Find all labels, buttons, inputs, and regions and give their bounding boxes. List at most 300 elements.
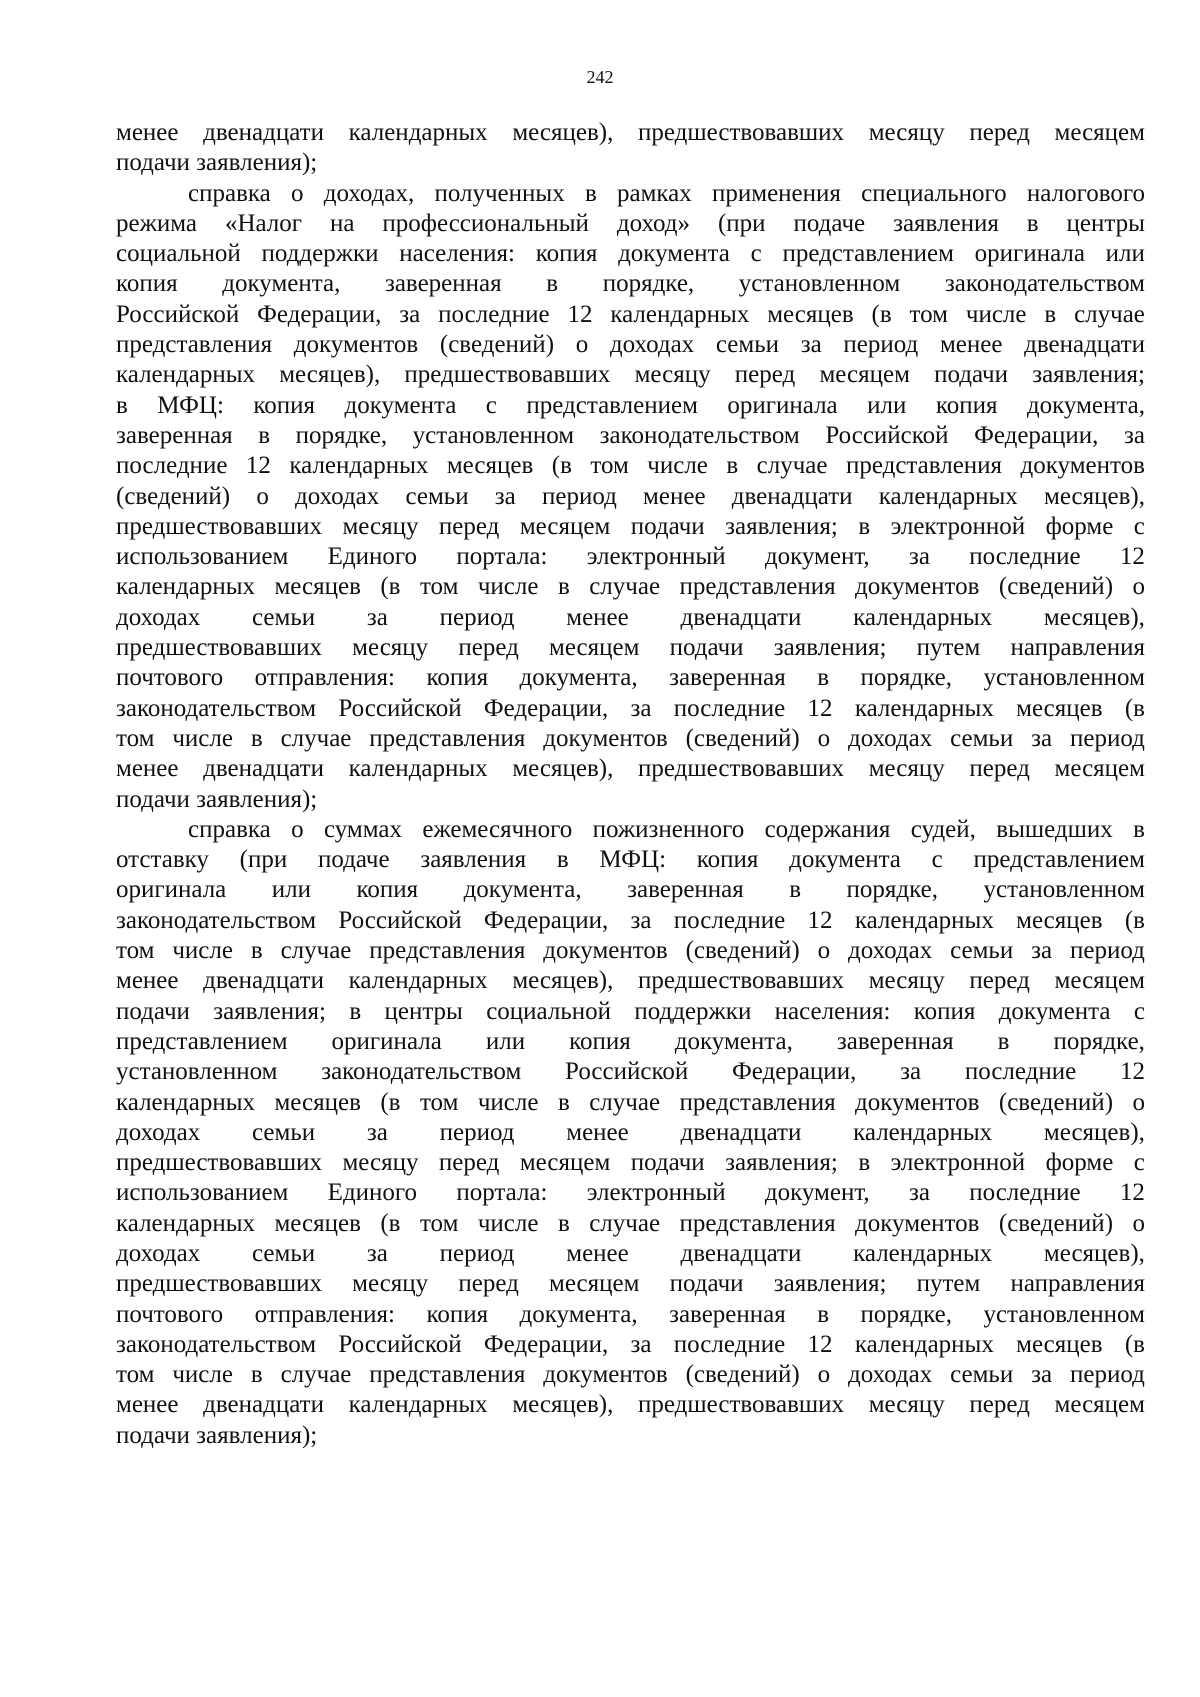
text-line: [116, 875, 1145, 905]
text-line: [116, 1330, 1145, 1360]
word: представлением: [116, 1027, 288, 1055]
text-line: [116, 997, 1145, 1027]
word: месяцев: [274, 573, 361, 601]
word: перед: [438, 512, 500, 540]
word: числе: [172, 724, 233, 752]
word: заверенная: [836, 1027, 954, 1055]
word: менее: [566, 603, 629, 631]
word: случае: [589, 1088, 661, 1116]
word: (при: [717, 209, 766, 237]
word: рамках: [616, 179, 692, 207]
text-line: подачи заявления);: [116, 785, 318, 813]
word: доходах: [847, 937, 933, 965]
word: месяцев: [1016, 906, 1103, 934]
word: том: [419, 1209, 459, 1237]
text-line: подачи заявления);: [116, 1421, 318, 1449]
word: «Налог: [224, 209, 303, 237]
text-line: [116, 1118, 1145, 1148]
word: или: [867, 391, 907, 419]
word: двенадцати: [680, 1239, 802, 1267]
text-line: [116, 1360, 1145, 1390]
text-line: [116, 421, 1145, 451]
word: числе: [172, 1361, 233, 1389]
word: (в: [871, 300, 892, 328]
word: порядке,: [860, 1300, 952, 1328]
word: за: [399, 300, 421, 328]
word: доходах: [116, 603, 201, 631]
word: отправления:: [254, 1300, 395, 1328]
word: в: [250, 724, 263, 752]
word: месяцем: [549, 634, 640, 662]
word: профессиональный: [382, 209, 589, 237]
word: месяцев: [1016, 694, 1103, 722]
word: месяцу: [868, 755, 945, 783]
word: месяцев),: [512, 967, 614, 995]
word: за: [908, 543, 930, 571]
text-line: [116, 815, 1145, 845]
word: оригинала: [331, 1027, 442, 1055]
word: законодательством: [116, 906, 317, 934]
word: месяцу: [352, 634, 429, 662]
word: почтового: [116, 1300, 224, 1328]
word: менее: [566, 1239, 629, 1267]
word: заверенная: [384, 270, 502, 298]
word: МФЦ:: [599, 846, 667, 874]
word: Российской: [338, 1330, 462, 1358]
word: с: [750, 240, 762, 268]
word: в: [584, 179, 597, 207]
word: месяцу: [342, 512, 419, 540]
word: доходах: [116, 1239, 201, 1267]
word: порядке,: [602, 270, 695, 298]
word: Федерации,: [483, 694, 609, 722]
word: документа: [998, 997, 1111, 1025]
word: документов: [855, 573, 980, 601]
word: о: [817, 1361, 831, 1389]
word: календарных: [116, 361, 256, 389]
word: в: [858, 512, 871, 540]
word: электронный: [586, 1179, 726, 1207]
word: подачи: [669, 634, 744, 662]
word: документа,: [674, 1027, 793, 1055]
word: отставку: [116, 846, 209, 874]
word: календарных: [854, 1330, 994, 1358]
word: портала:: [456, 543, 548, 571]
word: период: [1069, 724, 1145, 752]
text-line: [116, 179, 1145, 209]
word: период: [1069, 1361, 1145, 1389]
word: 12: [1119, 1179, 1145, 1207]
word: поддержки: [634, 997, 752, 1025]
word: копия: [535, 240, 598, 268]
word: двенадцати: [1024, 331, 1145, 359]
word: установленном: [738, 270, 901, 298]
page-number: 242: [586, 67, 614, 87]
word: подачи: [669, 1270, 744, 1298]
text-line: [116, 1027, 1145, 1057]
word: перед: [969, 967, 1030, 995]
word: за: [908, 1179, 930, 1207]
word: электронной: [890, 1149, 1026, 1177]
word: поддержки: [261, 240, 379, 268]
word: за: [366, 603, 388, 631]
word: перед: [734, 361, 796, 389]
word: установленном: [412, 421, 575, 449]
word: (в: [380, 1088, 401, 1116]
word: доходах: [609, 331, 695, 359]
word: месяцев),: [512, 1391, 614, 1419]
word: электронный: [586, 543, 726, 571]
word: месяцев),: [1044, 482, 1145, 510]
text-line: [116, 1088, 1145, 1118]
word: период: [1069, 937, 1145, 965]
text-line: [116, 966, 1145, 996]
word: заверенная: [669, 664, 786, 692]
word: электронной: [890, 512, 1026, 540]
word: период: [439, 603, 515, 631]
word: подачи: [934, 361, 1009, 389]
word: в: [557, 573, 570, 601]
word: предшествовавших: [638, 119, 845, 146]
word: календарных: [878, 482, 1018, 510]
word: документа,: [519, 1300, 638, 1328]
word: месяцев),: [1043, 1239, 1145, 1267]
word: месяцев: [274, 1209, 361, 1237]
word: заверенная: [627, 876, 744, 904]
word: ежемесячного: [422, 815, 573, 843]
word: перед: [969, 119, 1030, 146]
word: перед: [438, 1149, 500, 1177]
word: том: [116, 724, 155, 752]
word: календарных: [348, 119, 488, 146]
word: (в: [1124, 694, 1145, 722]
text-line: [116, 845, 1145, 875]
word: копия: [696, 846, 759, 874]
word: в: [116, 391, 128, 419]
word: предшествовавших: [116, 512, 322, 540]
word: в: [1044, 300, 1057, 328]
word: представления: [369, 724, 526, 752]
word: заявления: [893, 209, 999, 237]
word: в: [250, 1361, 263, 1389]
word: Единого: [327, 1179, 418, 1207]
word: последние: [673, 694, 786, 722]
word: (в: [1124, 906, 1145, 934]
word: доходах,: [323, 179, 415, 207]
word: том: [116, 937, 155, 965]
word: числе: [965, 300, 1027, 328]
word: двенадцати: [203, 119, 324, 146]
word: месяцем: [1054, 1391, 1145, 1419]
word: Федерации,: [483, 1330, 609, 1358]
word: предшествовавших: [116, 634, 322, 662]
word: представлением: [526, 391, 698, 419]
word: подачи: [116, 997, 190, 1025]
word: порядке,: [860, 664, 952, 692]
word: последние: [969, 1179, 1081, 1207]
word: подачи: [630, 512, 705, 540]
word: заявления;: [1032, 361, 1145, 389]
word: календарных: [854, 906, 994, 934]
word: направления: [1010, 1270, 1145, 1298]
text-line: [116, 663, 1145, 693]
text-line: [116, 906, 1145, 936]
word: месяцем: [549, 1270, 640, 1298]
word: случае: [589, 1209, 661, 1237]
word: о: [1132, 1088, 1145, 1116]
text-line: [116, 633, 1145, 663]
word: документов: [543, 1361, 668, 1389]
word: том: [419, 1088, 459, 1116]
word: установленном: [983, 664, 1145, 692]
word: или: [1105, 240, 1145, 268]
word: период: [541, 482, 617, 510]
word: в: [556, 846, 569, 874]
word: 12: [1119, 543, 1145, 571]
word: полученных: [434, 179, 565, 207]
word: законодательством: [116, 1330, 317, 1358]
word: МФЦ:: [157, 391, 224, 419]
word: Федерации,: [732, 1058, 857, 1086]
word: двенадцати: [680, 603, 802, 631]
word: документов: [293, 331, 419, 359]
word: 12: [567, 300, 593, 328]
text-line: [116, 1390, 1145, 1420]
word: последние: [964, 1058, 1077, 1086]
text-line: [116, 269, 1145, 299]
text-line: [116, 542, 1145, 572]
word: месяцем: [519, 1149, 611, 1177]
word: перед: [969, 1391, 1030, 1419]
word: документа,: [1026, 391, 1145, 419]
word: доходах: [295, 482, 380, 510]
word: семьи: [950, 937, 1014, 965]
word: за: [1031, 1361, 1053, 1389]
word: в: [349, 997, 362, 1025]
word: порядке,: [295, 421, 388, 449]
text-line: [116, 330, 1145, 360]
word: менее: [643, 482, 706, 510]
word: копия: [426, 1300, 489, 1328]
word: о: [575, 331, 589, 359]
word: заявления: [420, 846, 527, 874]
word: числе: [477, 573, 539, 601]
word: доход»: [616, 209, 690, 237]
word: предшествовавших: [638, 755, 845, 783]
word: 12: [245, 452, 271, 480]
text-line: [116, 694, 1145, 724]
word: в: [789, 876, 802, 904]
word: (сведений): [998, 1088, 1114, 1116]
word: путем: [916, 634, 981, 662]
word: копия: [569, 1027, 631, 1055]
word: 12: [807, 694, 833, 722]
word: заявления;: [773, 1270, 887, 1298]
word: представления: [679, 1209, 836, 1237]
word: (сведений): [116, 482, 231, 510]
word: с: [1133, 997, 1145, 1025]
word: том: [419, 573, 459, 601]
word: документ,: [764, 543, 870, 571]
word: календарных: [854, 694, 994, 722]
word: случае: [280, 937, 352, 965]
text-line: [116, 118, 1145, 148]
text-line: [116, 482, 1145, 512]
word: месяцев: [767, 300, 854, 328]
word: предшествовавших: [638, 1391, 845, 1419]
word: копия: [116, 270, 178, 298]
word: в: [858, 1149, 871, 1177]
word: заверенная: [116, 421, 233, 449]
word: документ,: [764, 1179, 870, 1207]
word: представления: [679, 1088, 836, 1116]
word: (сведений): [685, 1361, 800, 1389]
word: менее: [116, 967, 179, 995]
word: документа: [789, 846, 901, 874]
word: календарных: [853, 603, 993, 631]
word: числе: [172, 937, 233, 965]
word: семьи: [252, 1239, 316, 1267]
word: за: [494, 482, 516, 510]
word: месяцем: [819, 361, 910, 389]
word: направления: [1010, 634, 1145, 662]
word: или: [271, 876, 311, 904]
word: вышедших: [996, 815, 1113, 843]
word: месяцев: [446, 452, 534, 480]
word: том: [116, 1361, 155, 1389]
word: о: [817, 724, 831, 752]
word: заявления;: [725, 1149, 838, 1177]
word: в: [258, 421, 271, 449]
word: или: [485, 1027, 526, 1055]
word: центры: [384, 997, 463, 1025]
word: на: [329, 209, 355, 237]
word: двенадцати: [203, 1391, 324, 1419]
word: за: [366, 1239, 388, 1267]
word: календарных: [348, 755, 488, 783]
word: населения:: [399, 240, 515, 268]
word: с: [1133, 512, 1145, 540]
word: за: [1031, 937, 1053, 965]
word: предшествовавших: [116, 1270, 322, 1298]
word: в: [250, 937, 263, 965]
word: представления: [679, 573, 836, 601]
text-line: [116, 1178, 1145, 1208]
word: о: [291, 815, 304, 843]
word: календарных: [348, 967, 488, 995]
word: месяцем: [1054, 967, 1145, 995]
word: двенадцати: [203, 755, 324, 783]
word: с: [1133, 1149, 1145, 1177]
word: месяцу: [634, 361, 711, 389]
word: (сведений): [685, 937, 800, 965]
word: последние: [969, 543, 1081, 571]
text-line: [116, 1239, 1145, 1269]
word: Федерации,: [974, 421, 1099, 449]
word: порядке,: [1053, 1027, 1145, 1055]
word: случае: [589, 573, 661, 601]
text-line: [116, 239, 1145, 269]
word: числе: [647, 452, 708, 480]
word: Федерации,: [483, 906, 609, 934]
word: за: [630, 694, 652, 722]
word: в: [817, 664, 830, 692]
word: с: [931, 846, 943, 874]
word: менее: [116, 1391, 179, 1419]
word: представления: [369, 937, 526, 965]
word: о: [817, 937, 831, 965]
word: двенадцати: [731, 482, 853, 510]
word: семьи: [252, 603, 316, 631]
text-line: [116, 300, 1145, 330]
word: установленном: [983, 876, 1145, 904]
word: налогового: [1026, 179, 1145, 207]
word: 12: [807, 1330, 833, 1358]
word: 12: [807, 906, 833, 934]
word: месяцев),: [279, 361, 381, 389]
text-line: [116, 209, 1145, 239]
text-line: [116, 391, 1145, 421]
word: (сведений): [439, 331, 555, 359]
word: семьи: [405, 482, 469, 510]
word: менее: [566, 1118, 629, 1146]
word: справка: [188, 815, 271, 843]
word: оригинала: [974, 240, 1085, 268]
word: законодательством: [116, 694, 317, 722]
word: копия: [356, 876, 419, 904]
word: представлением: [973, 846, 1145, 874]
word: календарных: [348, 1391, 488, 1419]
word: о: [256, 482, 269, 510]
word: Российской: [338, 906, 462, 934]
word: социальной: [116, 240, 241, 268]
word: последние: [673, 906, 786, 934]
word: (в: [380, 573, 401, 601]
word: режима: [116, 209, 197, 237]
word: о: [290, 179, 304, 207]
word: (сведений): [998, 573, 1114, 601]
word: семьи: [252, 1118, 316, 1146]
word: календарных: [853, 1118, 993, 1146]
word: месяцев: [1016, 1330, 1103, 1358]
word: использованием: [116, 1179, 289, 1207]
word: календарных: [610, 300, 750, 328]
word: порядке,: [846, 876, 938, 904]
word: портала:: [456, 1179, 548, 1207]
word: представления: [369, 1361, 526, 1389]
word: документов: [855, 1088, 980, 1116]
word: двенадцати: [203, 967, 324, 995]
word: календарных: [853, 1239, 993, 1267]
word: социальной: [486, 997, 611, 1025]
word: менее: [116, 119, 179, 146]
word: семьи: [950, 1361, 1014, 1389]
word: месяцем: [1054, 755, 1145, 783]
word: последние: [438, 300, 550, 328]
word: копия: [935, 391, 998, 419]
word: документа,: [519, 664, 638, 692]
word: предшествовавших: [116, 1149, 322, 1177]
word: календарных: [116, 573, 256, 601]
word: в: [726, 452, 739, 480]
word: месяцем: [1054, 119, 1145, 146]
word: оригинала: [727, 391, 838, 419]
word: (в: [551, 452, 572, 480]
word: оригинала: [116, 876, 227, 904]
word: заявления;: [725, 512, 838, 540]
word: месяцу: [868, 119, 945, 146]
text-line: [116, 936, 1145, 966]
